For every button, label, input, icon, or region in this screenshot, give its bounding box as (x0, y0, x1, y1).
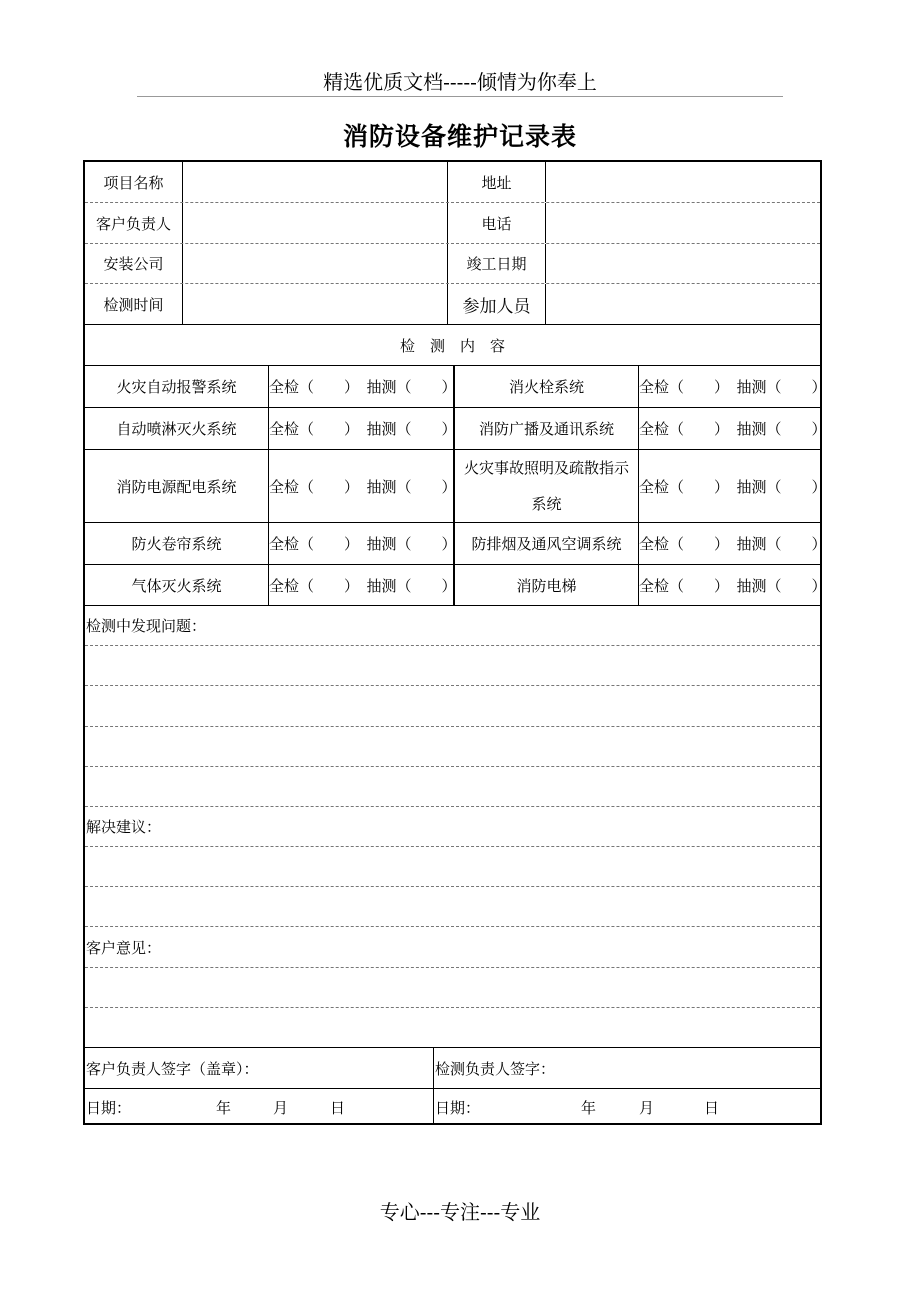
system-name: 火灾自动报警系统 (116, 378, 237, 396)
participants-label: 参加人员 (447, 284, 545, 324)
inspection-time-label: 检测时间 (103, 295, 164, 314)
completion-date-field[interactable] (545, 244, 820, 283)
problems-line[interactable] (85, 686, 820, 727)
opinion-label: 客户意见： (86, 938, 162, 957)
installer-label: 安装公司 (103, 255, 164, 273)
check-options[interactable]: 全检（ ） 抽测（ ） (268, 408, 453, 449)
opinion-line[interactable] (85, 968, 820, 1008)
inspector-date-field[interactable] (433, 1089, 820, 1125)
check-options[interactable]: 全检（ ） 抽测（ ） (638, 523, 820, 564)
system-row (85, 450, 827, 523)
system-name: 自动喷淋灭火系统 (116, 420, 237, 438)
problems-line[interactable] (85, 727, 820, 767)
client-contact-field[interactable] (182, 203, 447, 243)
problems-line[interactable] (85, 646, 820, 686)
system-name: 防排烟及通风空调系统 (453, 523, 638, 564)
participants-field[interactable] (545, 284, 820, 324)
client-date-field[interactable] (85, 1089, 433, 1125)
signature-row (85, 1048, 820, 1089)
date-label: 日期： (435, 1098, 481, 1117)
system-name: 气体灭火系统 (131, 576, 222, 595)
inspection-time-field[interactable] (182, 284, 447, 324)
address-field[interactable] (545, 162, 820, 202)
row-installer (85, 244, 820, 284)
system-row (85, 366, 827, 408)
year-label: 年 (581, 1098, 597, 1117)
system-name: 消防电梯 (453, 565, 638, 605)
section-title: 检 测 内 容 (399, 336, 505, 355)
opinion-row (85, 927, 820, 968)
year-label: 年 (216, 1098, 232, 1117)
project-name-field[interactable] (182, 162, 447, 202)
system-name: 火灾事故照明及疏散指示系统 (453, 450, 638, 522)
system-name: 消火栓系统 (453, 366, 638, 407)
page-footer: 专心---专注---专业 (379, 1200, 541, 1224)
client-signature-label[interactable]: 客户负责人签字（盖章）： (86, 1059, 259, 1078)
check-options[interactable]: 全检（ ） 抽测（ ） (268, 366, 453, 407)
problems-row (85, 606, 820, 646)
month-label: 月 (273, 1098, 289, 1117)
system-name: 消防广播及通讯系统 (453, 408, 638, 449)
check-options[interactable]: 全检（ ） 抽测（ ） (268, 450, 453, 522)
header-rule (137, 96, 783, 97)
page-header: 精选优质文档-----倾情为你奉上 (323, 70, 597, 94)
day-label: 日 (704, 1098, 720, 1117)
address-label: 地址 (447, 162, 545, 202)
suggestions-label: 解决建议： (86, 818, 162, 836)
phone-label: 电话 (447, 203, 545, 243)
problems-label: 检测中发现问题： (86, 617, 207, 635)
check-options[interactable]: 全检（ ） 抽测（ ） (638, 450, 820, 522)
check-options[interactable]: 全检（ ） 抽测（ ） (638, 408, 820, 449)
row-section (85, 325, 820, 366)
suggestions-line[interactable] (85, 887, 820, 927)
check-options[interactable]: 全检（ ） 抽测（ ） (638, 366, 820, 407)
check-options[interactable]: 全检（ ） 抽测（ ） (268, 523, 453, 564)
phone-field[interactable] (545, 203, 820, 243)
month-label: 月 (639, 1098, 655, 1117)
check-options[interactable]: 全检（ ） 抽测（ ） (268, 565, 453, 605)
installer-field[interactable] (182, 244, 447, 283)
problems-line[interactable] (85, 767, 820, 807)
inspector-signature-label[interactable]: 检测负责人签字： (433, 1048, 820, 1088)
system-row (85, 408, 827, 450)
suggestions-row (85, 807, 820, 847)
system-name: 防火卷帘系统 (131, 535, 222, 553)
system-row (85, 565, 827, 606)
check-options[interactable]: 全检（ ） 抽测（ ） (638, 565, 820, 605)
system-name: 消防电源配电系统 (116, 477, 237, 496)
record-form (83, 160, 827, 1125)
date-row (85, 1089, 820, 1125)
row-inspection (85, 284, 820, 325)
date-label: 日期： (86, 1098, 132, 1117)
client-contact-label: 客户负责人 (95, 214, 171, 233)
opinion-line[interactable] (85, 1008, 820, 1048)
suggestions-line[interactable] (85, 847, 820, 887)
row-project (85, 162, 820, 203)
completion-date-label: 竣工日期 (447, 244, 545, 283)
day-label: 日 (330, 1098, 346, 1117)
project-name-label: 项目名称 (103, 173, 164, 192)
form-title: 消防设备维护记录表 (342, 122, 577, 151)
row-client (85, 203, 820, 244)
system-row (85, 523, 827, 565)
